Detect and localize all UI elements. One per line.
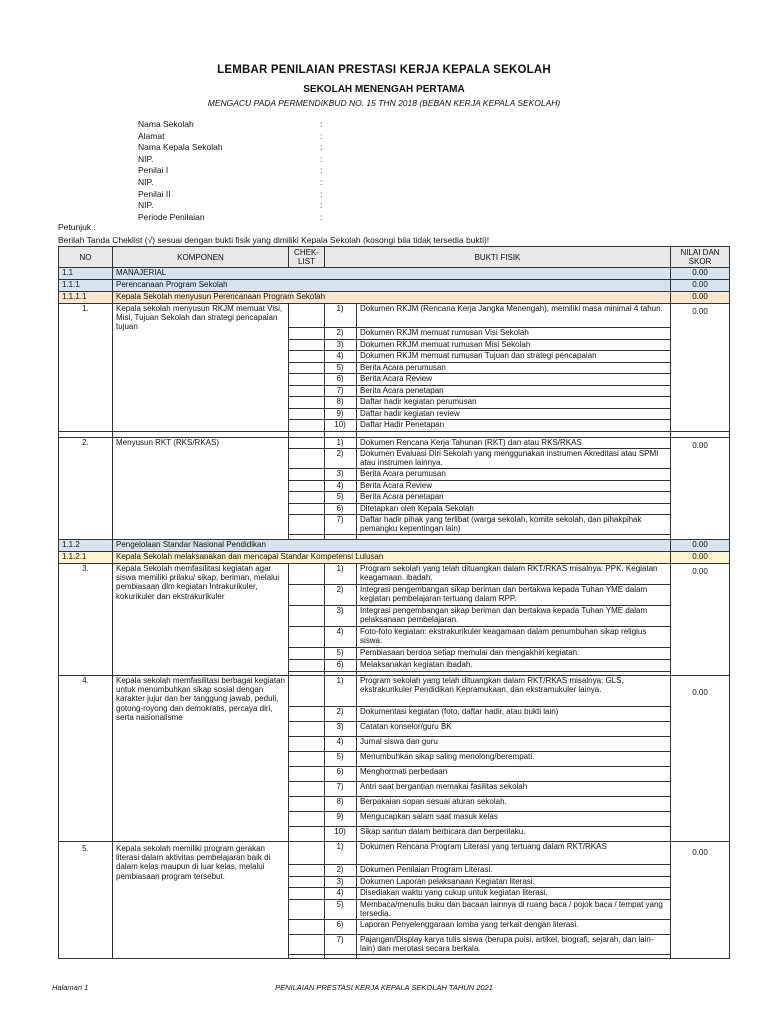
section-score: 0.00 — [671, 552, 730, 564]
identity-separator: : — [320, 130, 323, 141]
bukti-text: Antri saat bergantian memakai fasilitas sekolah — [357, 782, 671, 797]
bukti-text: Dokumen Laporan pelaksanaan Kegiatan literasi. — [357, 876, 671, 888]
table-row — [59, 564, 730, 585]
bukti-number: 7) — [325, 515, 357, 535]
identity-row — [138, 119, 322, 131]
identity-row — [138, 212, 322, 224]
identity-label: Nama Kepala Sekolah — [138, 142, 223, 153]
header-nilai: NILAI DAN SKOR — [671, 247, 730, 268]
checklist-cell[interactable] — [289, 480, 325, 492]
checklist-cell[interactable] — [289, 782, 325, 797]
bukti-number: 5) — [325, 648, 357, 660]
checklist-cell[interactable] — [289, 934, 325, 954]
checklist-cell[interactable] — [289, 865, 325, 877]
section-row — [59, 268, 730, 280]
bukti-text: Pembiasaan berdoa setiap memulai dan mengakhiri kegiatan. — [357, 648, 671, 660]
bukti-number: 4) — [325, 627, 357, 648]
identity-separator: : — [320, 176, 323, 187]
checklist-cell[interactable] — [289, 606, 325, 627]
section-score: 0.00 — [671, 540, 730, 552]
checklist-cell[interactable] — [289, 899, 325, 919]
item-score: 0.00 — [671, 564, 730, 676]
item-number: 1. — [59, 304, 113, 432]
identity-separator: : — [320, 142, 323, 153]
bukti-text: Berita Acara penetapan — [357, 385, 671, 397]
identity-separator: : — [320, 165, 323, 176]
identity-row — [138, 142, 322, 154]
bukti-number: 3) — [325, 469, 357, 481]
item-komponen: Kepala Sekolah memfasilitasi kegiatan agar siswa memiliki prilaku/ sikap, beriman, melalui pembiasaan dlm kegiatan Intrakurikuler, kokurikuler dan ekstrakurikuler — [113, 564, 289, 676]
section-score: 0.00 — [671, 292, 730, 304]
identity-label: Periode Penilaian — [138, 211, 205, 222]
bukti-number: 2) — [325, 585, 357, 606]
assessment-table — [58, 246, 730, 959]
section-label: Kepala Sekolah menyusun Perencanaan Program Sekolah — [113, 292, 671, 304]
bukti-number: 7) — [325, 934, 357, 954]
checklist-cell[interactable] — [289, 515, 325, 535]
bukti-number: 8) — [325, 797, 357, 812]
bukti-number: 1) — [325, 842, 357, 865]
checklist-cell[interactable] — [289, 812, 325, 827]
footer-title: PENILAIAN PRESTASI KERJA KEPALA SEKOLAH TAHUN 2021 — [275, 983, 493, 992]
bukti-text: Berita Acara Review — [357, 480, 671, 492]
checklist-cell[interactable] — [289, 408, 325, 420]
section-row — [59, 552, 730, 564]
section-code: 1.1.1 — [59, 280, 113, 292]
checklist-cell[interactable] — [289, 876, 325, 888]
identity-row — [138, 177, 322, 189]
identity-label: NIP. — [138, 176, 154, 187]
bukti-text: Dokumen RKJM memuat rumusan Visi Sekolah — [357, 328, 671, 340]
item-number: 5. — [59, 842, 113, 959]
bukti-number: 3) — [325, 606, 357, 627]
bukti-text: Berita Acara Review — [357, 374, 671, 386]
bukti-text: Catatan konselor/guru BK — [357, 722, 671, 737]
checklist-cell[interactable] — [289, 919, 325, 934]
bukti-number: 10) — [325, 420, 357, 432]
item-komponen: Kepala sekolah memiliki program gerakan literasi dalam aktivitas pembelajaran baik di dalam kelas maupun di luar kelas, melalui pembiasaan program tersebut. — [113, 842, 289, 959]
section-score: 0.00 — [671, 268, 730, 280]
bukti-text: Menghormati perbedaan — [357, 767, 671, 782]
identity-label: Penilai I — [138, 165, 169, 176]
checklist-cell[interactable] — [289, 564, 325, 585]
bukti-text: Melaksanakan kegiatan ibadah. — [357, 660, 671, 672]
checklist-cell[interactable] — [289, 385, 325, 397]
identity-separator: : — [320, 188, 323, 199]
section-row — [59, 540, 730, 552]
bukti-number: 8) — [325, 397, 357, 409]
item-number: 3. — [59, 564, 113, 676]
bukti-number: 7) — [325, 782, 357, 797]
section-code: 1.1.2.1 — [59, 552, 113, 564]
section-label: Pengelolaan Standar Nasional Pendidikan — [113, 540, 671, 552]
bukti-text: Daftar hadir kegiatan perumusan — [357, 397, 671, 409]
bukti-number: 5) — [325, 899, 357, 919]
bukti-text: Disediakan waktu yang cukup untuk kegiatan literasi. — [357, 888, 671, 900]
identity-block — [138, 119, 322, 223]
checklist-cell[interactable] — [289, 437, 325, 449]
identity-row — [138, 154, 322, 166]
checklist-cell[interactable] — [289, 420, 325, 432]
bukti-number: 3) — [325, 339, 357, 351]
checklist-cell[interactable] — [289, 722, 325, 737]
section-row — [59, 280, 730, 292]
item-number: 2. — [59, 437, 113, 540]
bukti-number: 1) — [325, 676, 357, 707]
item-komponen: Menyusun RKT (RKS/RKAS) — [113, 437, 289, 540]
bukti-number: 9) — [325, 812, 357, 827]
bukti-text: Mengucapkan salam saat masuk kelas — [357, 812, 671, 827]
item-komponen: Kepala sekolah menyusun RKJM memuat Visi, Misi, Tujuan Sekolah dan strategi pencapaian tujuan — [113, 304, 289, 432]
checklist-cell[interactable] — [289, 842, 325, 865]
section-label: MANAJERIAL — [113, 268, 671, 280]
checklist-cell[interactable] — [289, 304, 325, 328]
checklist-cell[interactable] — [289, 397, 325, 409]
checklist-cell[interactable] — [289, 449, 325, 469]
bukti-text: Dokumen Rencana Program Literasi yang tertuang dalam RKT/RKAS — [357, 842, 671, 865]
checklist-cell[interactable] — [289, 374, 325, 386]
bukti-text: Daftar hadir pihak yang terlibat (warga sekolah, komite sekolah, dan pihakpihak pemangku kepentingan lain) — [357, 515, 671, 535]
header-komponen: KOMPONEN — [113, 247, 289, 268]
bukti-text: Foto-foto kegiatan: ekstrakurikuler keagamaan dalam penumbuhan sikap religius siswa. — [357, 627, 671, 648]
identity-label: NIP. — [138, 153, 154, 164]
bukti-number: 6) — [325, 660, 357, 672]
header-cheklist: CHEK-LIST — [289, 247, 325, 268]
bukti-number: 2) — [325, 449, 357, 469]
section-row — [59, 292, 730, 304]
item-komponen: Kepala sekolah memfasilitasi berbagai kegiatan untuk menumbuhkan sikap sosial dengan karakter jujur dan ber tanggung jawab, peduli, gotong-royong dan demokratis, percaya diri, serta nasionalisme — [113, 676, 289, 842]
table-row — [59, 842, 730, 865]
identity-row — [138, 189, 322, 201]
identity-label: Penilai II — [138, 188, 171, 199]
bukti-text: Dokumen RKJM (Rencana Kerja Jangka Menengah), memiliki masa minimal 4 tahun. — [357, 304, 671, 328]
bukti-number: 10) — [325, 827, 357, 842]
identity-row — [138, 131, 322, 143]
checklist-cell[interactable] — [289, 752, 325, 767]
identity-separator: : — [320, 119, 323, 129]
header-no: NO — [59, 247, 113, 268]
bukti-text: Ditetapkan oleh Kepala Sekolah — [357, 503, 671, 515]
bukti-text: Berita Acara perumusan — [357, 362, 671, 374]
bukti-text: Dokumen RKJM memuat rumusan Tujuan dan strategi pencapaian — [357, 351, 671, 363]
bukti-text: Integrasi pengembangan sikap beriman dan bertakwa kepada Tuhan YME dalam kegiatan pembelajaran tertuang dalam RPP. — [357, 585, 671, 606]
bukti-number: 5) — [325, 752, 357, 767]
table-row — [59, 437, 730, 449]
bukti-text: Dokumen Evaluasi Diri Sekolah yang menggunakan instrumen Akreditasi atau SPMI atau instrumen lainnya. — [357, 449, 671, 469]
checklist-cell[interactable] — [289, 627, 325, 648]
checklist-cell[interactable] — [289, 328, 325, 340]
checklist-cell[interactable] — [289, 707, 325, 722]
instructions-label: Petunjuk : — [58, 222, 96, 232]
bukti-number: 4) — [325, 888, 357, 900]
bukti-text: Sikap santun dalam berbicara dan berperilaku. — [357, 827, 671, 842]
bukti-number: 4) — [325, 737, 357, 752]
checklist-cell[interactable] — [289, 492, 325, 504]
checklist-cell[interactable] — [289, 767, 325, 782]
bukti-number: 6) — [325, 374, 357, 386]
footer-page-number: Halaman 1 — [52, 983, 89, 992]
bukti-text: Integrasi pengembangan sikap beriman dan bertakwa kepada Tuhan YME dalam pelaksanaan pembelajaran. — [357, 606, 671, 627]
identity-separator: : — [320, 200, 323, 211]
bukti-number: 6) — [325, 767, 357, 782]
checklist-cell[interactable] — [289, 362, 325, 374]
bukti-text: Menumbuhkan sikap saling menolong/berempati. — [357, 752, 671, 767]
checklist-cell[interactable] — [289, 797, 325, 812]
table-header-row — [59, 247, 730, 268]
identity-separator: : — [320, 153, 323, 164]
bukti-text: Program sekolah yang telah dituangkan dalam RKT/RKAS misalnya: GLS, ekstrakurikuler Pendidikan Kepramukaan, dan ekstramukuler lainya. — [357, 676, 671, 707]
bukti-number: 2) — [325, 328, 357, 340]
identity-label: Alamat — [138, 130, 165, 141]
bukti-text: Jurnal siswa dan guru — [357, 737, 671, 752]
checklist-cell[interactable] — [289, 585, 325, 606]
checklist-cell[interactable] — [289, 827, 325, 842]
identity-separator: : — [320, 211, 323, 222]
checklist-cell[interactable] — [289, 676, 325, 707]
section-code: 1.1.2 — [59, 540, 113, 552]
page-title: LEMBAR PENILAIAN PRESTASI KERJA KEPALA SEKOLAH — [217, 64, 551, 76]
section-code: 1.1.1.1 — [59, 292, 113, 304]
checklist-cell[interactable] — [289, 648, 325, 660]
bukti-number: 3) — [325, 722, 357, 737]
item-score: 0.00 — [671, 437, 730, 540]
page-reference: MENGACU PADA PERMENDIKBUD NO. 15 THN 2018 (BEBAN KERJA KEPALA SEKOLAH) — [207, 98, 561, 108]
bukti-number: 1) — [325, 304, 357, 328]
bukti-number: 3) — [325, 876, 357, 888]
checklist-cell[interactable] — [289, 351, 325, 363]
bukti-number: 1) — [325, 564, 357, 585]
section-label: Perencanaan Program Sekolah — [113, 280, 671, 292]
bukti-text: Membaca/menulis buku dan bacaan lainnya di ruang baca / pojok baca / tempat yang tersedia. — [357, 899, 671, 919]
identity-row — [138, 165, 322, 177]
bukti-number: 4) — [325, 351, 357, 363]
bukti-text: Program sekolah yang telah dituangkan dalam RKT/RKAS misalnya: PPK. Kegiatan keagamaan. ibadah. — [357, 564, 671, 585]
bukti-text: Dokumen RKJM memuat rumusan Misi Sekolah — [357, 339, 671, 351]
identity-label: NIP. — [138, 200, 154, 211]
bukti-number: 2) — [325, 865, 357, 877]
bukti-number: 4) — [325, 480, 357, 492]
bukti-text: Berita Acara perumusan — [357, 469, 671, 481]
bukti-number: 6) — [325, 919, 357, 934]
bukti-text: Dokumentasi kegiatan (foto, daftar hadir, atau bukti lain) — [357, 707, 671, 722]
section-label: Kepala Sekolah melaksanakan dan mencapai Standar Kompetensi Lulusan — [113, 552, 671, 564]
table-row — [59, 676, 730, 707]
bukti-number: 2) — [325, 707, 357, 722]
bukti-text: Dokumen Penilaian Program Literasi. — [357, 865, 671, 877]
page-subtitle: SEKOLAH MENENGAH PERTAMA — [303, 84, 465, 95]
checklist-cell[interactable] — [289, 660, 325, 672]
bukti-text: Dokumen Rencana Kerja Tahunan (RKT) dan atau RKS/RKAS — [357, 437, 671, 449]
header-bukti-fisik: BUKTI FISIK — [325, 247, 671, 268]
identity-row — [138, 200, 322, 212]
bukti-text: Daftar hadir kegiatan review — [357, 408, 671, 420]
bukti-text: Berpakaian sopan sesuai aturan sekolah. — [357, 797, 671, 812]
instructions-text: Berilah Tanda Cheklist (√) sesuai dengan bukti fisik yang dimiliki Kepala Sekolah (kosongi bila tidak tersedia bukti)! — [58, 235, 490, 245]
section-score: 0.00 — [671, 280, 730, 292]
bukti-text: Pajangan/Display karya tulis siswa (berupa puisi, artikel, biografi, sejarah, dan lain-lain) dan merotasi secara berkala. — [357, 934, 671, 954]
bukti-number: 5) — [325, 362, 357, 374]
bukti-number: 6) — [325, 503, 357, 515]
bukti-text: Daftar Hadir Penetapan — [357, 420, 671, 432]
bukti-number: 7) — [325, 385, 357, 397]
bukti-number: 5) — [325, 492, 357, 504]
checklist-cell[interactable] — [289, 888, 325, 900]
bukti-text: Berita Acara penetapan — [357, 492, 671, 504]
bukti-number: 1) — [325, 437, 357, 449]
item-number: 4. — [59, 676, 113, 842]
checklist-cell[interactable] — [289, 469, 325, 481]
checklist-cell[interactable] — [289, 737, 325, 752]
section-code: 1.1 — [59, 268, 113, 280]
checklist-cell[interactable] — [289, 503, 325, 515]
table-row — [59, 304, 730, 328]
bukti-number: 9) — [325, 408, 357, 420]
checklist-cell[interactable] — [289, 339, 325, 351]
item-score: 0.00 — [671, 842, 730, 959]
item-score: 0.00 — [671, 676, 730, 842]
identity-label: Nama Sekolah — [138, 119, 194, 129]
bukti-text: Laporan Penyelenggaraan lomba yang terkait dengan literasi. — [357, 919, 671, 934]
item-score: 0.00 — [671, 304, 730, 432]
